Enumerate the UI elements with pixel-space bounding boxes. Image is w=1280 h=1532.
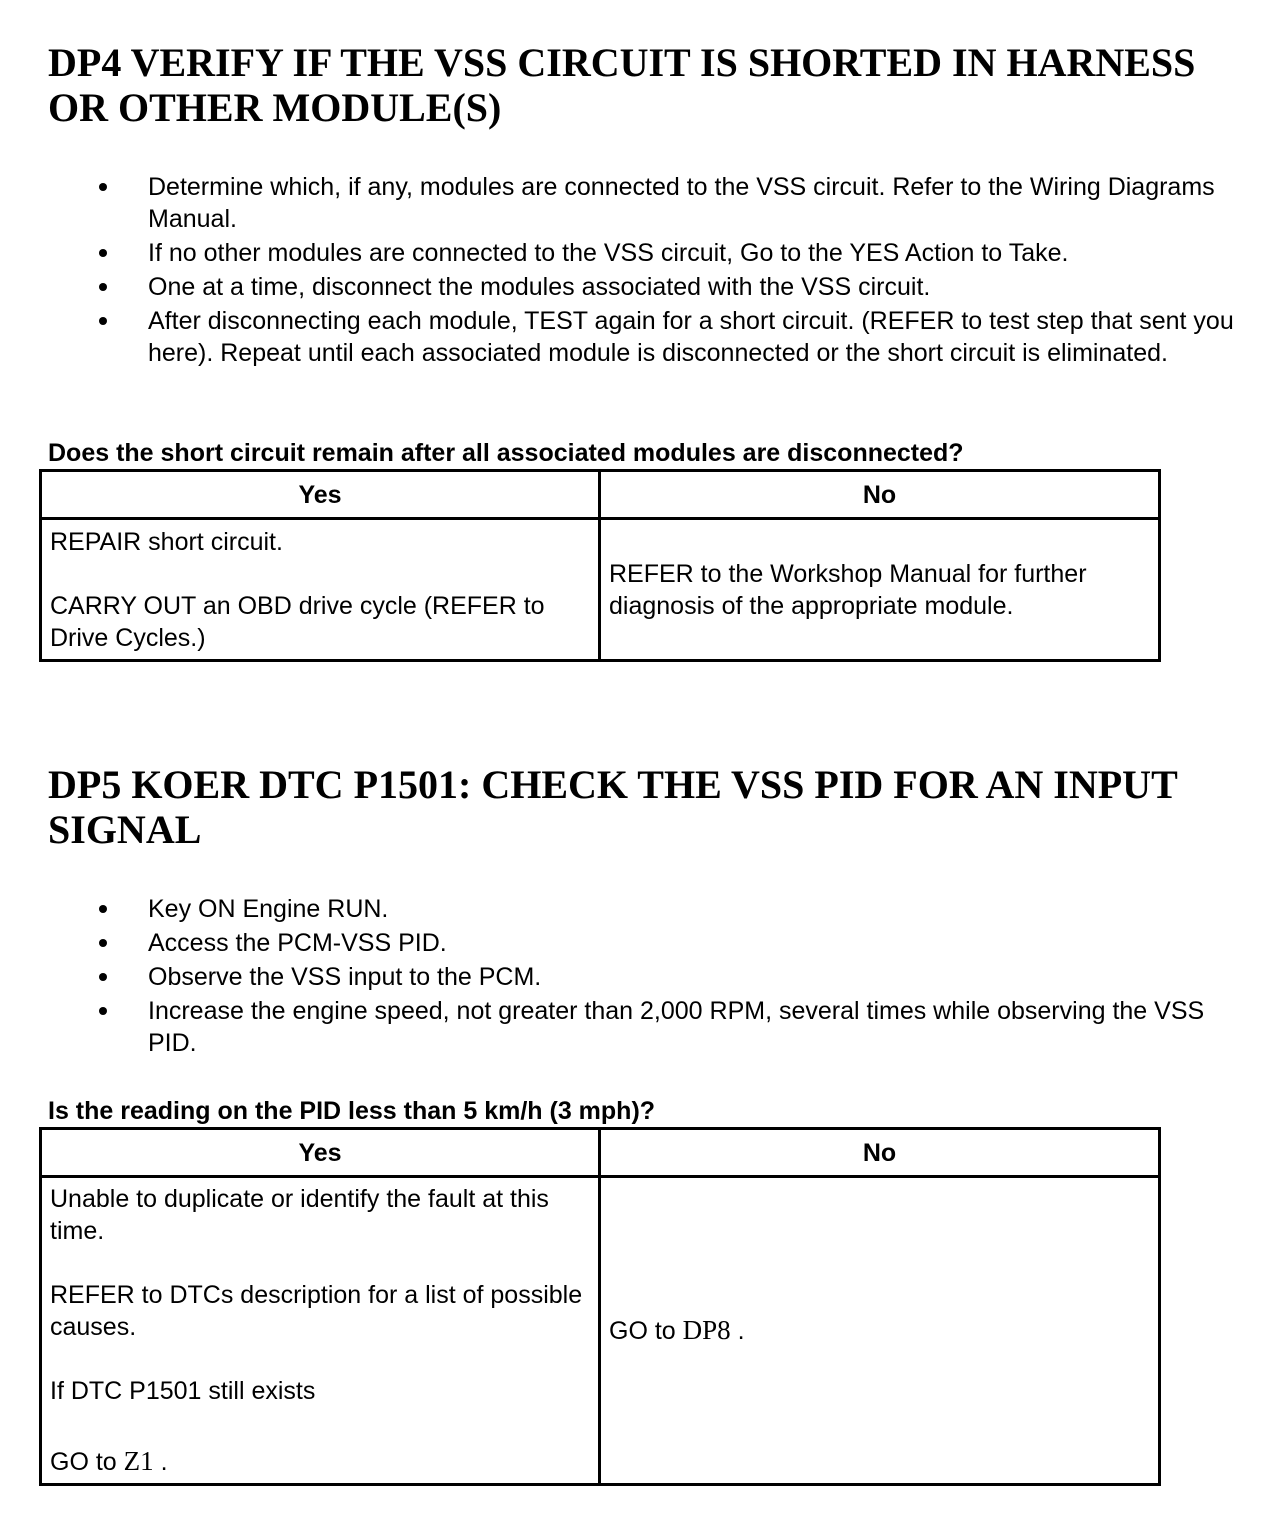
no-action-cell — [600, 1177, 1160, 1485]
yes-action-cell — [41, 519, 600, 661]
yes-action-cell — [41, 1177, 600, 1485]
no-action-text: REFER to the Workshop Manual for further diagnosis of the appropriate module. — [609, 559, 1087, 620]
list-item: Access the PCM-VSS PID. — [0, 927, 1280, 959]
list-item: Key ON Engine RUN. — [0, 893, 1280, 925]
no-header: No — [600, 1129, 1160, 1177]
dp5-bullet-list — [0, 893, 1280, 1059]
bullet-icon — [99, 249, 107, 257]
bullet-icon — [99, 183, 107, 191]
yes-header: Yes — [41, 471, 600, 519]
bullet-icon — [99, 1007, 107, 1015]
table-header-row — [41, 1129, 1160, 1177]
dp5-section — [0, 762, 1280, 1476]
bullet-icon — [99, 317, 107, 325]
list-item: One at a time, disconnect the modules associated with the VSS circuit. — [0, 271, 1280, 303]
dp5-title: DP5 KOER DTC P1501: CHECK THE VSS PID FOR AN INPUT SIGNAL — [48, 762, 1178, 852]
dp4-title: DP4 VERIFY IF THE VSS CIRCUIT IS SHORTED IN HARNESS OR OTHER MODULE(S) — [48, 40, 1196, 130]
list-item: Increase the engine speed, not greater than 2,000 RPM, several times while observing the VSS PID. — [0, 995, 1280, 1059]
bullet-icon — [99, 973, 107, 981]
table-header-row — [41, 471, 1160, 519]
table-row — [41, 1177, 1160, 1485]
yes-header: Yes — [41, 1129, 600, 1177]
dp4-bullet-list — [0, 171, 1280, 369]
yes-action-line: REFER to DTCs description for a list of possible causes. — [50, 1281, 583, 1341]
goto-dp8-link[interactable]: DP8 — [682, 1315, 731, 1345]
list-item: After disconnecting each module, TEST again for a short circuit. (REFER to test step that sent you here). Repeat until each associated module is disconnected or the short circuit is eliminated. — [0, 305, 1280, 369]
no-goto-line: GO to DP8 . — [609, 1315, 745, 1345]
no-action-cell — [600, 519, 1160, 661]
yes-goto-line: GO to Z1 . — [50, 1446, 168, 1476]
goto-z1-link[interactable]: Z1 — [123, 1446, 154, 1476]
dp5-answer-table — [39, 1127, 1161, 1486]
yes-action-line: Unable to duplicate or identify the fault at this time. — [50, 1185, 549, 1245]
bullet-icon — [99, 939, 107, 947]
dp4-question: Does the short circuit remain after all associated modules are disconnected? — [48, 439, 964, 467]
yes-action-line: If DTC P1501 still exists — [50, 1377, 316, 1405]
bullet-icon — [99, 905, 107, 913]
no-header: No — [600, 471, 1160, 519]
yes-action-line: REPAIR short circuit. — [50, 527, 283, 556]
dp5-question: Is the reading on the PID less than 5 km/h (3 mph)? — [48, 1097, 656, 1125]
yes-action-line: CARRY OUT an OBD drive cycle (REFER to Drive Cycles.) — [50, 591, 545, 652]
list-item: Observe the VSS input to the PCM. — [0, 961, 1280, 993]
bullet-icon — [99, 283, 107, 291]
table-row — [41, 519, 1160, 661]
dp4-section — [0, 40, 1280, 652]
list-item: Determine which, if any, modules are connected to the VSS circuit. Refer to the Wiring Diagrams Manual. — [0, 171, 1280, 235]
dp4-answer-table — [39, 469, 1161, 662]
list-item: If no other modules are connected to the VSS circuit, Go to the YES Action to Take. — [0, 237, 1280, 269]
